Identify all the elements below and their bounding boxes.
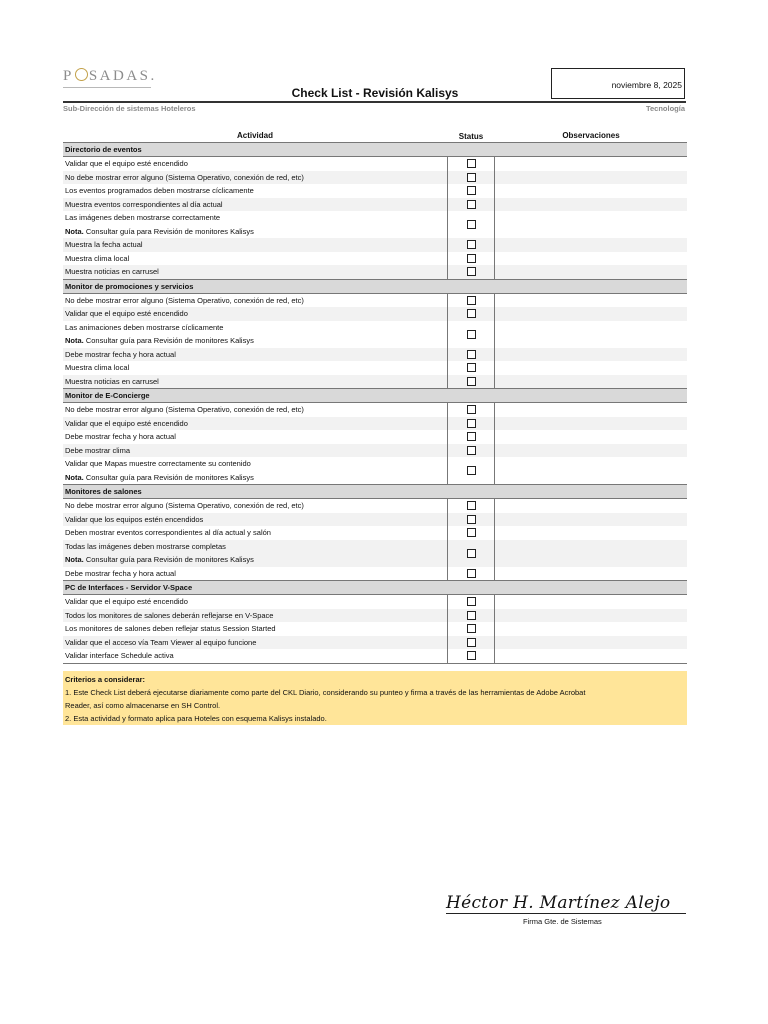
- activity-cell: [63, 567, 447, 581]
- section-rows: [63, 157, 687, 279]
- observations-cell[interactable]: [495, 444, 687, 458]
- activity-cell: [63, 636, 447, 650]
- section-rows: [63, 595, 687, 663]
- activity-text: No debe mostrar error alguno (Sistema Operativo, conexión de red, etc): [65, 172, 304, 182]
- section-title: PC de Interfaces - Servidor V-Space: [63, 580, 687, 595]
- status-checkbox[interactable]: [467, 296, 476, 305]
- observations-cell[interactable]: [495, 211, 687, 238]
- activity-text: No debe mostrar error alguno (Sistema Operativo, conexión de red, etc): [65, 501, 304, 510]
- status-cell: [447, 403, 495, 417]
- status-cell: [447, 444, 495, 458]
- activity-text: Todos los monitores de salones deberán reflejarse en V-Space: [65, 610, 274, 620]
- status-cell: [447, 567, 495, 581]
- activity-cell: [63, 361, 447, 375]
- note-label: Nota.: [65, 555, 84, 564]
- observations-cell[interactable]: [495, 157, 687, 171]
- note-label: Nota.: [65, 226, 84, 236]
- checklist-row: [63, 238, 687, 252]
- checklist-row: [63, 375, 687, 389]
- status-cell: [447, 361, 495, 375]
- status-cell: [447, 171, 495, 185]
- checklist-row: [63, 417, 687, 431]
- observations-cell[interactable]: [495, 430, 687, 444]
- checklist-section: [63, 279, 687, 389]
- observations-cell[interactable]: [495, 348, 687, 362]
- activity-text: Las imágenes deben mostrarse correctamente: [65, 213, 221, 222]
- activity-cell: [63, 375, 447, 389]
- activity-cell: [63, 540, 447, 567]
- status-cell: [447, 513, 495, 527]
- status-cell: [447, 457, 495, 484]
- observations-cell[interactable]: [495, 403, 687, 417]
- status-cell: [447, 649, 495, 663]
- status-checkbox[interactable]: [467, 309, 476, 318]
- status-checkbox[interactable]: [467, 186, 476, 195]
- status-cell: [447, 430, 495, 444]
- status-cell: [447, 622, 495, 636]
- status-checkbox[interactable]: [467, 432, 476, 441]
- observations-cell[interactable]: [495, 540, 687, 567]
- status-checkbox[interactable]: [467, 173, 476, 182]
- activity-text: Los monitores de salones deben reflejar status Session Started: [65, 624, 276, 633]
- checklist-section: [63, 142, 687, 279]
- date-field[interactable]: noviembre 8, 2025: [551, 68, 685, 99]
- status-checkbox[interactable]: [467, 200, 476, 209]
- activity-cell: [63, 252, 447, 266]
- checklist-row: [63, 609, 687, 623]
- checklist-row: [63, 499, 687, 513]
- status-cell: [447, 211, 495, 238]
- status-checkbox[interactable]: [467, 624, 476, 633]
- column-header-activity: Actividad: [236, 131, 273, 140]
- checklist-table: [63, 142, 687, 664]
- activity-note: [65, 471, 447, 485]
- criteria-item-1a: 1. Este Check List deberá ejecutarse diariamente como parte del CKL Diario, considerando su punteo y firma a través de las herramientas de Adobe Acrobat: [65, 688, 586, 697]
- section-title: Monitor de E-Concierge: [63, 388, 687, 403]
- activity-cell: [63, 265, 447, 279]
- activity-cell: [63, 430, 447, 444]
- observations-cell[interactable]: [495, 526, 687, 540]
- activity-cell: [63, 526, 447, 540]
- checklist-row: [63, 540, 687, 567]
- header-divider: [63, 101, 686, 103]
- checklist-row: [63, 526, 687, 540]
- observations-cell[interactable]: [495, 567, 687, 581]
- activity-cell: [63, 499, 447, 513]
- status-cell: [447, 238, 495, 252]
- activity-text: Validar que el equipo esté encendido: [65, 309, 188, 318]
- checklist-row: [63, 513, 687, 527]
- company-logo: P SADAS.: [63, 68, 157, 84]
- activity-cell: [63, 622, 447, 636]
- signature-label: Firma Gte. de Sistemas: [523, 917, 602, 926]
- checklist-row: [63, 184, 687, 198]
- checklist-row: [63, 265, 687, 279]
- activity-cell: [63, 595, 447, 609]
- status-checkbox[interactable]: [467, 597, 476, 606]
- status-checkbox[interactable]: [467, 501, 476, 510]
- activity-text: Muestra clima local: [65, 253, 130, 263]
- note-label: Nota.: [65, 336, 84, 345]
- checklist-row: [63, 321, 687, 348]
- note-label: Nota.: [65, 472, 84, 482]
- criteria-item-2: 2. Esta actividad y formato aplica para Hoteles con esquema Kalisys instalado.: [65, 714, 327, 723]
- status-cell: [447, 265, 495, 279]
- signature-line: [446, 913, 686, 914]
- checklist-section: [63, 484, 687, 580]
- activity-text: No debe mostrar error alguno (Sistema Operativo, conexión de red, etc): [65, 295, 304, 305]
- checklist-row: [63, 649, 687, 663]
- activity-text: Debe mostrar fecha y hora actual: [65, 568, 176, 578]
- observations-cell[interactable]: [495, 622, 687, 636]
- activity-text: Debe mostrar fecha y hora actual: [65, 432, 176, 441]
- activity-cell: [63, 198, 447, 212]
- checklist-row: [63, 636, 687, 650]
- activity-note: [65, 225, 447, 239]
- checklist-row: [63, 157, 687, 171]
- status-checkbox[interactable]: [467, 405, 476, 414]
- activity-cell: [63, 444, 447, 458]
- checklist-row: [63, 361, 687, 375]
- activity-cell: [63, 171, 447, 185]
- checklist-row: [63, 430, 687, 444]
- activity-text: Los eventos programados deben mostrarse cíclicamente: [65, 186, 254, 195]
- activity-text: Debe mostrar clima: [65, 445, 131, 455]
- status-checkbox[interactable]: [467, 419, 476, 428]
- status-checkbox[interactable]: [467, 611, 476, 620]
- activity-text: Muestra noticias en carrusel: [65, 376, 159, 386]
- activity-cell: [63, 348, 447, 362]
- checklist-section: [63, 388, 687, 484]
- note-text: Consultar guía para Revisión de monitores Kalisys: [83, 555, 254, 564]
- status-cell: [447, 375, 495, 389]
- status-checkbox[interactable]: [467, 350, 476, 359]
- status-checkbox[interactable]: [467, 549, 476, 558]
- status-checkbox[interactable]: [467, 466, 476, 475]
- status-cell: [447, 609, 495, 623]
- status-checkbox[interactable]: [467, 220, 476, 229]
- activity-text: Validar que el equipo esté encendido: [65, 418, 188, 428]
- activity-text: Muestra la fecha actual: [65, 240, 143, 249]
- activity-cell: [63, 609, 447, 623]
- activity-note: [65, 334, 447, 348]
- checklist-row: [63, 444, 687, 458]
- status-cell: [447, 540, 495, 567]
- activity-text: Muestra eventos correspondientes al día actual: [65, 199, 223, 209]
- section-title: Monitor de promociones y servicios: [63, 279, 687, 294]
- status-cell: [447, 252, 495, 266]
- status-checkbox[interactable]: [467, 515, 476, 524]
- activity-cell: [63, 417, 447, 431]
- section-title: Directorio de eventos: [63, 142, 687, 157]
- observations-cell[interactable]: [495, 198, 687, 212]
- section-rows: [63, 403, 687, 484]
- criteria-item-1b: Reader, así como almacenarse en SH Control.: [65, 701, 221, 710]
- status-checkbox[interactable]: [467, 363, 476, 372]
- activity-cell: [63, 294, 447, 308]
- status-cell: [447, 499, 495, 513]
- activity-text: Validar que el acceso vía Team Viewer al equipo funcione: [65, 637, 257, 647]
- observations-cell[interactable]: [495, 636, 687, 650]
- observations-cell[interactable]: [495, 361, 687, 375]
- status-cell: [447, 184, 495, 198]
- status-checkbox[interactable]: [467, 569, 476, 578]
- observations-cell[interactable]: [495, 595, 687, 609]
- section-rows: [63, 499, 687, 580]
- status-checkbox[interactable]: [467, 651, 476, 660]
- observations-cell[interactable]: [495, 513, 687, 527]
- activity-cell: [63, 403, 447, 417]
- section-rows: [63, 294, 687, 389]
- status-checkbox[interactable]: [467, 638, 476, 647]
- criteria-title: Criterios a considerar:: [65, 675, 146, 684]
- status-cell: [447, 321, 495, 348]
- checklist-row: [63, 294, 687, 308]
- checklist-row: [63, 307, 687, 321]
- criteria-box: [63, 671, 687, 725]
- logo-ring-icon: [75, 68, 88, 81]
- activity-text: Muestra noticias en carrusel: [65, 267, 159, 276]
- document-title: Check List - Revisión Kalisys: [291, 86, 459, 100]
- status-checkbox[interactable]: [467, 528, 476, 537]
- activity-text: Las animaciones deben mostrarse cíclicamente: [65, 322, 224, 332]
- checklist-row: [63, 403, 687, 417]
- status-cell: [447, 417, 495, 431]
- observations-cell[interactable]: [495, 252, 687, 266]
- status-cell: [447, 348, 495, 362]
- area-label: Tecnología: [645, 104, 685, 113]
- activity-text: Validar que los equipos estén encendidos: [65, 514, 204, 524]
- column-header-status: Status: [458, 132, 484, 141]
- checklist-row: [63, 198, 687, 212]
- observations-cell[interactable]: [495, 184, 687, 198]
- column-header-observations: Observaciones: [562, 131, 620, 140]
- observations-cell[interactable]: [495, 375, 687, 389]
- activity-text: Validar que Mapas muestre correctamente su contenido: [65, 459, 251, 468]
- activity-cell: [63, 238, 447, 252]
- activity-note: [65, 553, 447, 567]
- activity-cell: [63, 307, 447, 321]
- note-text: Consultar guía para Revisión de monitores Kalisys: [83, 336, 254, 345]
- logo-underline: [63, 87, 151, 88]
- status-checkbox[interactable]: [467, 240, 476, 249]
- checklist-row: [63, 348, 687, 362]
- observations-cell[interactable]: [495, 307, 687, 321]
- status-checkbox[interactable]: [467, 159, 476, 168]
- status-cell: [447, 198, 495, 212]
- activity-text: Todas las imágenes deben mostrarse completas: [65, 541, 226, 551]
- checklist-row: [63, 567, 687, 581]
- status-cell: [447, 636, 495, 650]
- status-cell: [447, 526, 495, 540]
- status-cell: [447, 307, 495, 321]
- section-title: Monitores de salones: [63, 484, 687, 499]
- activity-cell: [63, 321, 447, 348]
- status-checkbox[interactable]: [467, 267, 476, 276]
- status-checkbox[interactable]: [467, 377, 476, 386]
- observations-cell[interactable]: [495, 238, 687, 252]
- activity-text: Validar que el equipo esté encendido: [65, 597, 188, 606]
- activity-text: Validar que el equipo esté encendido: [65, 159, 188, 168]
- observations-cell[interactable]: [495, 171, 687, 185]
- observations-cell[interactable]: [495, 417, 687, 431]
- activity-text: Validar interface Schedule activa: [65, 651, 174, 660]
- checklist-row: [63, 595, 687, 609]
- observations-cell[interactable]: [495, 457, 687, 484]
- checklist-row: [63, 622, 687, 636]
- activity-cell: [63, 157, 447, 171]
- activity-cell: [63, 211, 447, 238]
- checklist-row: [63, 211, 687, 238]
- checklist-row: [63, 457, 687, 484]
- activity-text: No debe mostrar error alguno (Sistema Operativo, conexión de red, etc): [65, 405, 304, 414]
- status-cell: [447, 294, 495, 308]
- activity-text: Debe mostrar fecha y hora actual: [65, 349, 176, 359]
- checklist-row: [63, 171, 687, 185]
- observations-cell[interactable]: [495, 265, 687, 279]
- observations-cell[interactable]: [495, 609, 687, 623]
- status-checkbox[interactable]: [467, 446, 476, 455]
- handwritten-signature: Héctor H. Martínez Alejo: [446, 893, 671, 913]
- checklist-section: [63, 580, 687, 663]
- status-checkbox[interactable]: [467, 330, 476, 339]
- observations-cell[interactable]: [495, 649, 687, 663]
- status-cell: [447, 157, 495, 171]
- activity-cell: [63, 513, 447, 527]
- observations-cell[interactable]: [495, 294, 687, 308]
- observations-cell[interactable]: [495, 321, 687, 348]
- checklist-row: [63, 252, 687, 266]
- observations-cell[interactable]: [495, 499, 687, 513]
- status-checkbox[interactable]: [467, 254, 476, 263]
- activity-cell: [63, 457, 447, 484]
- note-text: Consultar guía para Revisión de monitores Kalisys: [83, 472, 254, 482]
- status-cell: [447, 595, 495, 609]
- activity-cell: [63, 184, 447, 198]
- activity-text: Muestra clima local: [65, 363, 130, 372]
- activity-text: Deben mostrar eventos correspondientes al día actual y salón: [65, 528, 271, 537]
- note-text: Consultar guía para Revisión de monitores Kalisys: [83, 226, 254, 236]
- activity-cell: [63, 649, 447, 663]
- subdireccion-label: Sub-Dirección de sistemas Hoteleros: [63, 104, 196, 113]
